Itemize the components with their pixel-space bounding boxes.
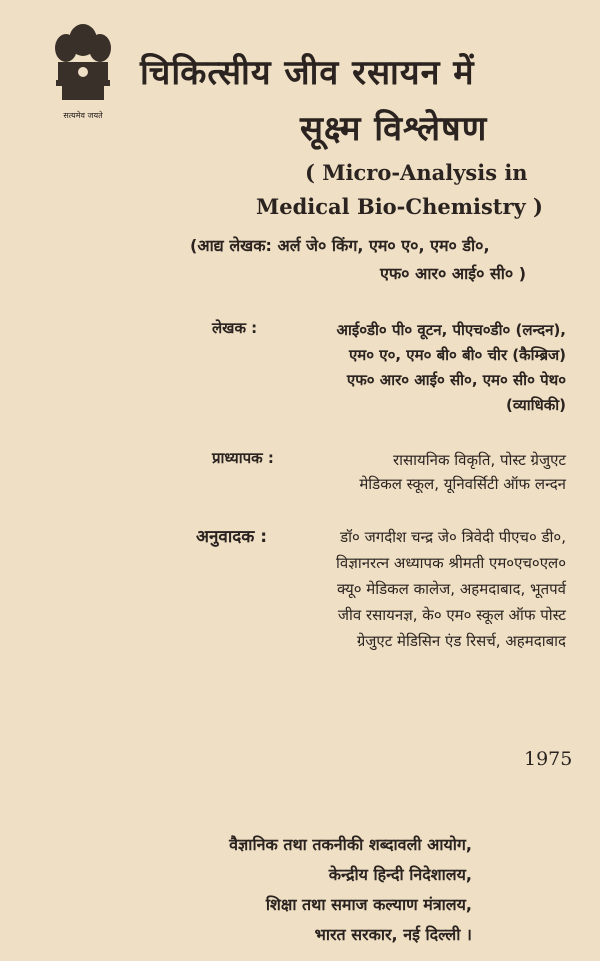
lion-capital-icon: [48, 18, 118, 106]
professor-block: [359, 448, 566, 496]
emblem-motto: सत्यमेव जयते: [63, 111, 103, 120]
author-line: (व्याधिकी): [506, 396, 566, 414]
publisher-line: भारत सरकार, नई दिल्ली ।: [314, 925, 472, 944]
publisher-line: वैज्ञानिक तथा तकनीकी शब्दावली आयोग,: [229, 835, 472, 854]
translator-line: विज्ञानरत्न अध्यापक श्रीमती एम०एच०एल०: [335, 554, 566, 572]
translator-line: ग्रेजुएट मेडिसिन एंड रिसर्च, अहमदाबाद: [356, 632, 566, 650]
translator-label: अनुवादक :: [196, 527, 268, 547]
title-hindi-line2: सूक्ष्म विश्लेषण: [300, 109, 488, 149]
title-english-line2: Medical Bio-Chemistry ): [256, 194, 543, 219]
translator-line: क्यू० मेडिकल कालेज, अहमदाबाद, भूतपर्व: [336, 580, 566, 598]
title-hindi-line1: चिकित्सीय जीव रसायन में: [140, 53, 475, 93]
professor-label: प्राध्यापक :: [212, 449, 274, 467]
publisher-block: [229, 830, 472, 950]
state-emblem: [48, 18, 118, 118]
original-author-line1: (आद्य लेखक: अर्ल जे० किंग, एम० ए०, एम० डी०,: [190, 236, 490, 255]
author-label: लेखक :: [212, 319, 258, 337]
title-english-line1: ( Micro-Analysis in: [305, 160, 528, 185]
author-line: आई०डी० पी० वूटन, पीएच०डी० (लन्दन),: [336, 321, 566, 339]
author-line: एम० ए०, एम० बी० बी० चीर (कैम्ब्रिज): [349, 346, 566, 364]
author-block: [337, 318, 566, 418]
professor-line: मेडिकल स्कूल, यूनिवर्सिटी ऑफ लन्दन: [359, 475, 566, 493]
author-line: एफ० आर० आई० सी०, एम० सी० पेथ०: [346, 371, 566, 389]
publication-year: 1975: [524, 748, 573, 770]
translator-line: जीव रसायनज्ञ, के० एम० स्कूल ऑफ पोस्ट: [337, 606, 566, 624]
translator-block: [336, 524, 566, 654]
original-author-line2: एफ० आर० आई० सी० ): [380, 264, 527, 283]
translator-line: डॉ० जगदीश चन्द्र जे० त्रिवेदी पीएच० डी०,: [340, 528, 566, 546]
publisher-line: शिक्षा तथा समाज कल्याण मंत्रालय,: [265, 895, 472, 914]
publisher-line: केन्द्रीय हिन्दी निदेशालय,: [328, 865, 472, 884]
professor-line: रासायनिक विकृति, पोस्ट ग्रेजुएट: [393, 451, 566, 469]
